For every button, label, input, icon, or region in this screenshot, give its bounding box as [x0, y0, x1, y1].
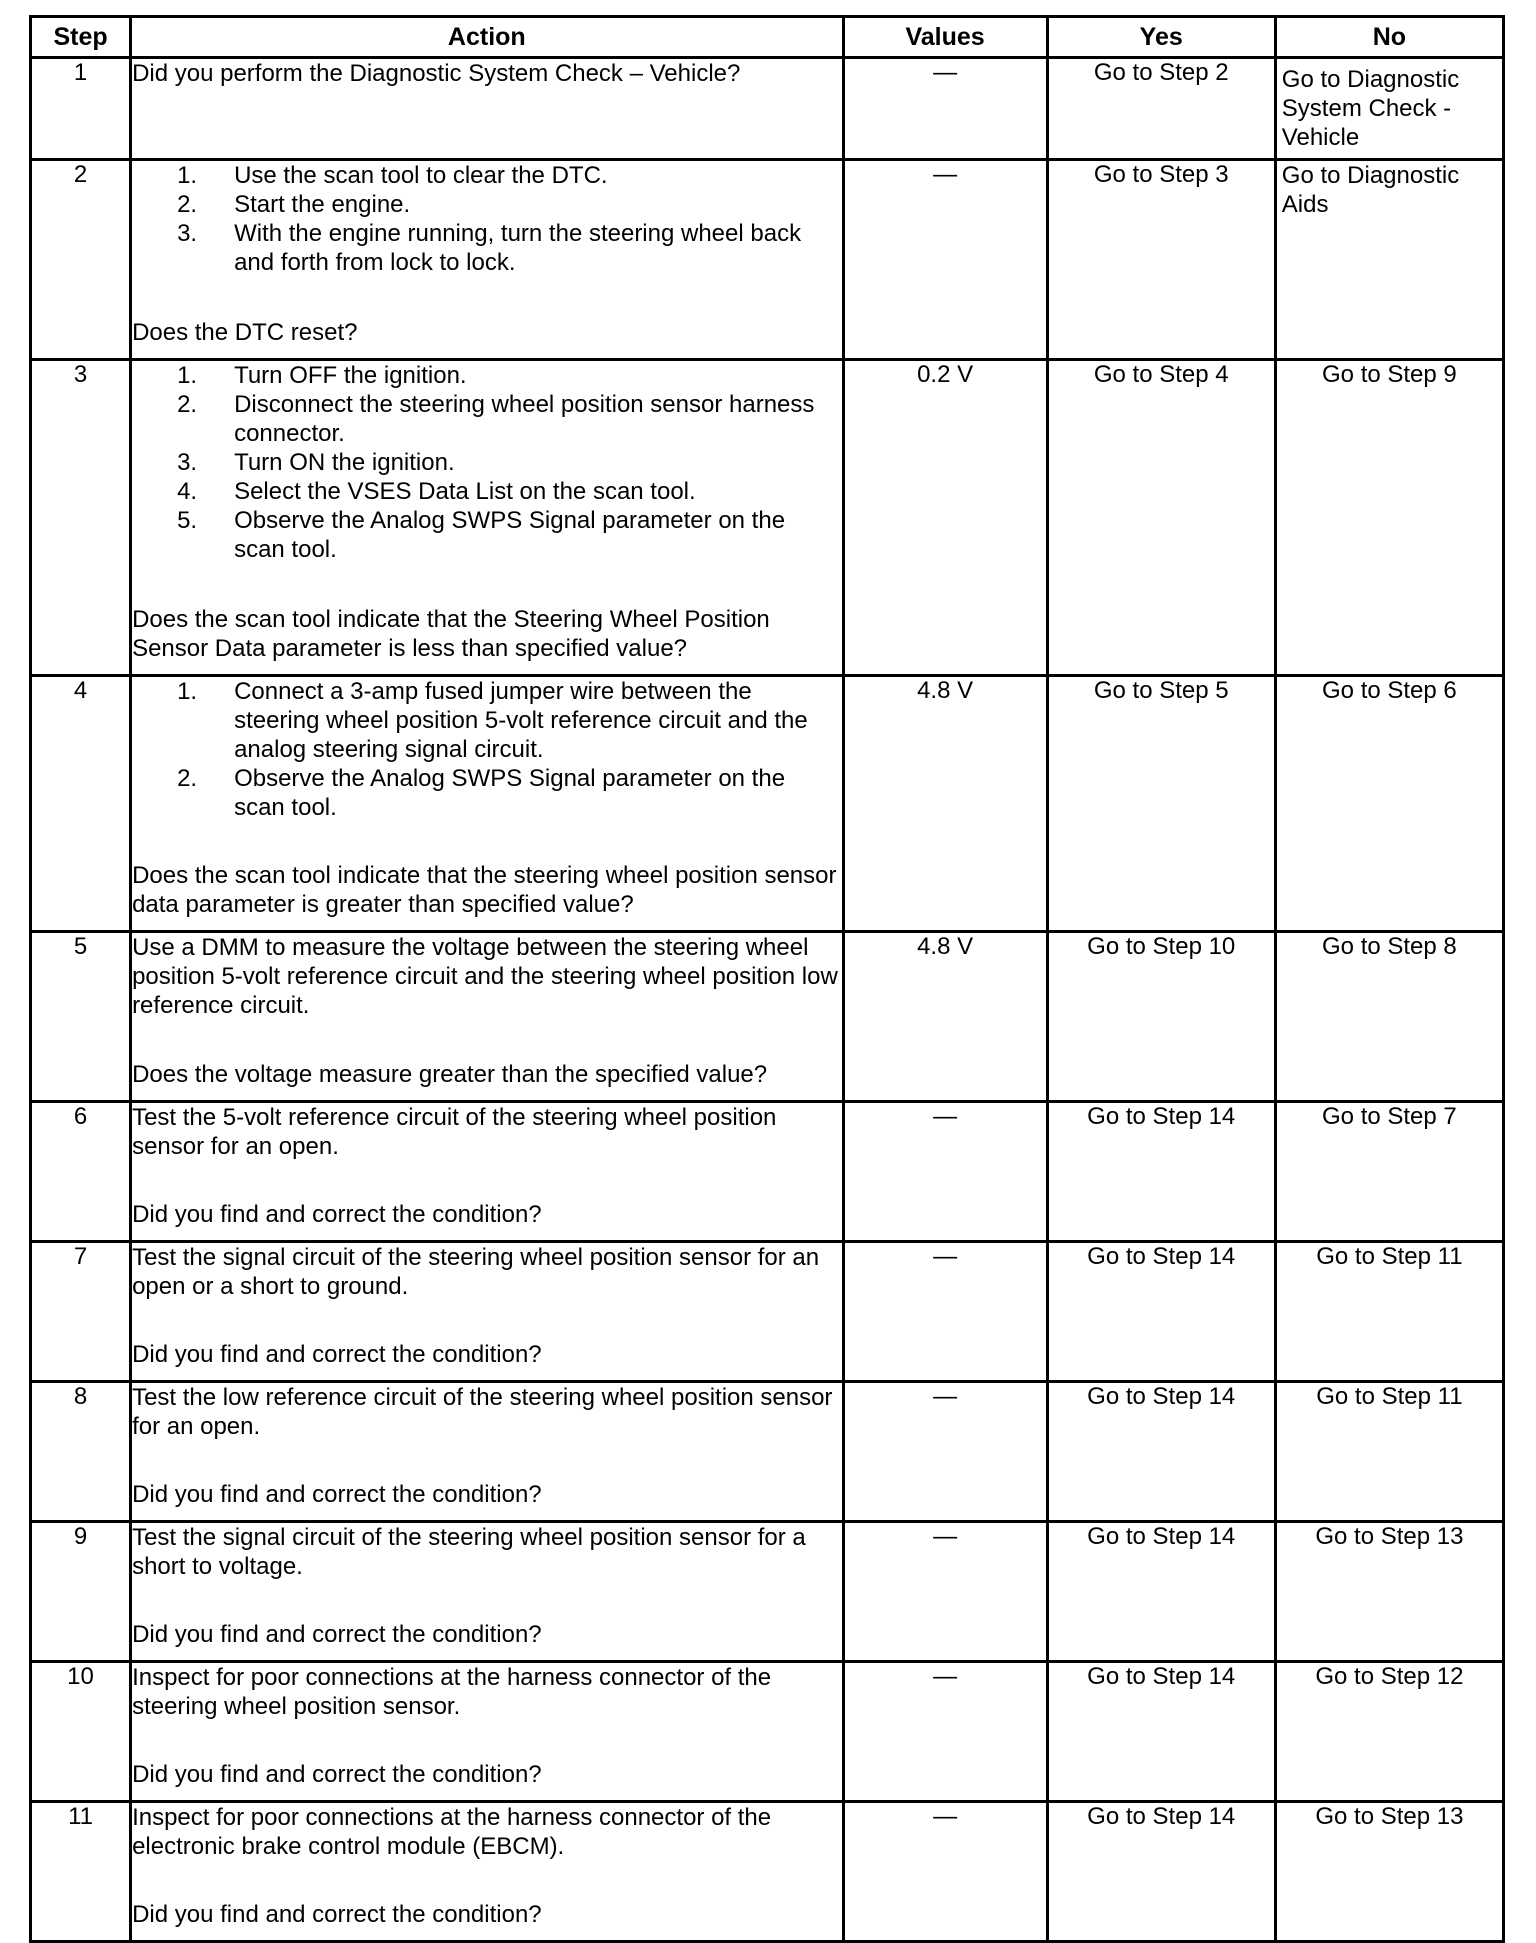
list-item: 1. Connect a 3-amp fused jumper wire between the steering wheel position 5-volt reference circuit and the analog steering signal circuit. — [177, 678, 808, 763]
action-cell — [131, 58, 843, 160]
procedure-list — [132, 161, 841, 277]
question-text: Did you find and correct the condition? — [132, 1621, 542, 1648]
action-cell — [131, 1102, 843, 1242]
table-row — [31, 1382, 1504, 1522]
list-item: 2. Disconnect the steering wheel position sensor harness connector. — [177, 391, 815, 447]
value-cell: — — [843, 1382, 1047, 1522]
action-text: Inspect for poor connections at the harness connector of the electronic brake control module (EBCM). — [132, 1804, 772, 1860]
step-number: 4 — [31, 676, 131, 932]
table-row — [31, 1662, 1504, 1802]
header-yes: Yes — [1047, 17, 1275, 58]
value-cell: 0.2 V — [843, 360, 1047, 676]
table-row — [31, 1102, 1504, 1242]
question-text: Does the DTC reset? — [132, 319, 358, 346]
action-cell — [131, 1662, 843, 1802]
yes-cell: Go to Step 4 — [1047, 360, 1275, 676]
question-text: Does the scan tool indicate that the Steering Wheel Position Sensor Data parameter is less than specified value? — [132, 606, 770, 662]
list-item: 3. With the engine running, turn the steering wheel back and forth from lock to lock. — [177, 220, 802, 276]
no-cell: Go to Step 11 — [1275, 1382, 1503, 1522]
value-cell: — — [843, 1662, 1047, 1802]
step-number: 6 — [31, 1102, 131, 1242]
step-number: 1 — [31, 58, 131, 160]
table-row — [31, 58, 1504, 160]
step-number: 2 — [31, 160, 131, 360]
yes-cell: Go to Step 14 — [1047, 1802, 1275, 1942]
procedure-list — [132, 361, 841, 564]
yes-cell: Go to Step 10 — [1047, 932, 1275, 1102]
list-item: 2. Start the engine. — [177, 191, 411, 218]
action-text: Did you perform the Diagnostic System Check – Vehicle? — [132, 60, 741, 87]
yes-cell: Go to Step 3 — [1047, 160, 1275, 360]
list-item: 1. Use the scan tool to clear the DTC. — [177, 162, 608, 189]
yes-cell: Go to Step 14 — [1047, 1382, 1275, 1522]
table-row — [31, 160, 1504, 360]
value-cell: — — [843, 1522, 1047, 1662]
no-cell: Go to Step 11 — [1275, 1242, 1503, 1382]
header-step: Step — [31, 17, 131, 58]
step-number: 7 — [31, 1242, 131, 1382]
list-item: 4. Select the VSES Data List on the scan tool. — [177, 478, 696, 505]
action-cell — [131, 360, 843, 676]
header-action: Action — [131, 17, 843, 58]
action-cell — [131, 160, 843, 360]
table-row — [31, 360, 1504, 676]
yes-cell: Go to Step 2 — [1047, 58, 1275, 160]
no-cell: Go to Step 7 — [1275, 1102, 1503, 1242]
question-text: Did you find and correct the condition? — [132, 1201, 542, 1228]
list-item: 2. Observe the Analog SWPS Signal parameter on the scan tool. — [177, 765, 786, 821]
step-number: 5 — [31, 932, 131, 1102]
action-cell — [131, 1802, 843, 1942]
step-number: 11 — [31, 1802, 131, 1942]
action-text: Test the signal circuit of the steering wheel position sensor for an open or a short to ground. — [132, 1244, 820, 1300]
yes-cell: Go to Step 14 — [1047, 1662, 1275, 1802]
no-cell: Go to Diagnostic System Check - Vehicle — [1275, 58, 1503, 160]
yes-cell: Go to Step 14 — [1047, 1522, 1275, 1662]
header-no: No — [1275, 17, 1503, 58]
value-cell: — — [843, 1802, 1047, 1942]
action-cell — [131, 676, 843, 932]
yes-cell: Go to Step 14 — [1047, 1242, 1275, 1382]
header-values: Values — [843, 17, 1047, 58]
question-text: Did you find and correct the condition? — [132, 1341, 542, 1368]
table-row — [31, 1522, 1504, 1662]
value-cell: 4.8 V — [843, 676, 1047, 932]
table-row — [31, 1242, 1504, 1382]
question-text: Did you find and correct the condition? — [132, 1481, 542, 1508]
action-cell — [131, 932, 843, 1102]
yes-cell: Go to Step 14 — [1047, 1102, 1275, 1242]
question-text: Does the voltage measure greater than the specified value? — [132, 1061, 768, 1088]
no-cell: Go to Step 8 — [1275, 932, 1503, 1102]
value-cell: — — [843, 1102, 1047, 1242]
procedure-list — [132, 677, 841, 822]
no-cell: Go to Step 6 — [1275, 676, 1503, 932]
value-cell: — — [843, 1242, 1047, 1382]
no-cell: Go to Step 13 — [1275, 1522, 1503, 1662]
diagnostic-table — [29, 15, 1505, 1943]
yes-cell: Go to Step 5 — [1047, 676, 1275, 932]
step-number: 10 — [31, 1662, 131, 1802]
action-text: Test the signal circuit of the steering wheel position sensor for a short to voltage. — [132, 1524, 806, 1580]
no-cell: Go to Step 13 — [1275, 1802, 1503, 1942]
table-row — [31, 932, 1504, 1102]
action-cell — [131, 1522, 843, 1662]
no-cell: Go to Step 9 — [1275, 360, 1503, 676]
action-cell — [131, 1382, 843, 1522]
value-cell: 4.8 V — [843, 932, 1047, 1102]
step-number: 9 — [31, 1522, 131, 1662]
question-text: Did you find and correct the condition? — [132, 1901, 542, 1928]
question-text: Does the scan tool indicate that the steering wheel position sensor data parameter is greater than specified value? — [132, 862, 837, 918]
step-number: 3 — [31, 360, 131, 676]
table-row — [31, 676, 1504, 932]
header-row — [31, 17, 1504, 58]
action-text: Test the 5-volt reference circuit of the steering wheel position sensor for an open. — [132, 1104, 777, 1160]
action-cell — [131, 1242, 843, 1382]
value-cell: — — [843, 160, 1047, 360]
value-cell: — — [843, 58, 1047, 160]
step-number: 8 — [31, 1382, 131, 1522]
table-row — [31, 1802, 1504, 1942]
list-item: 3. Turn ON the ignition. — [177, 449, 455, 476]
no-cell: Go to Step 12 — [1275, 1662, 1503, 1802]
action-text: Test the low reference circuit of the steering wheel position sensor for an open. — [132, 1384, 833, 1440]
list-item: 5. Observe the Analog SWPS Signal parameter on the scan tool. — [177, 507, 786, 563]
question-text: Did you find and correct the condition? — [132, 1761, 542, 1788]
list-item: 1. Turn OFF the ignition. — [177, 362, 467, 389]
action-text: Use a DMM to measure the voltage between the steering wheel position 5-volt reference circuit and the steering wheel position low reference circuit. — [132, 934, 838, 1019]
no-cell: Go to Diagnostic Aids — [1275, 160, 1503, 360]
action-text: Inspect for poor connections at the harness connector of the steering wheel position sensor. — [132, 1664, 772, 1720]
